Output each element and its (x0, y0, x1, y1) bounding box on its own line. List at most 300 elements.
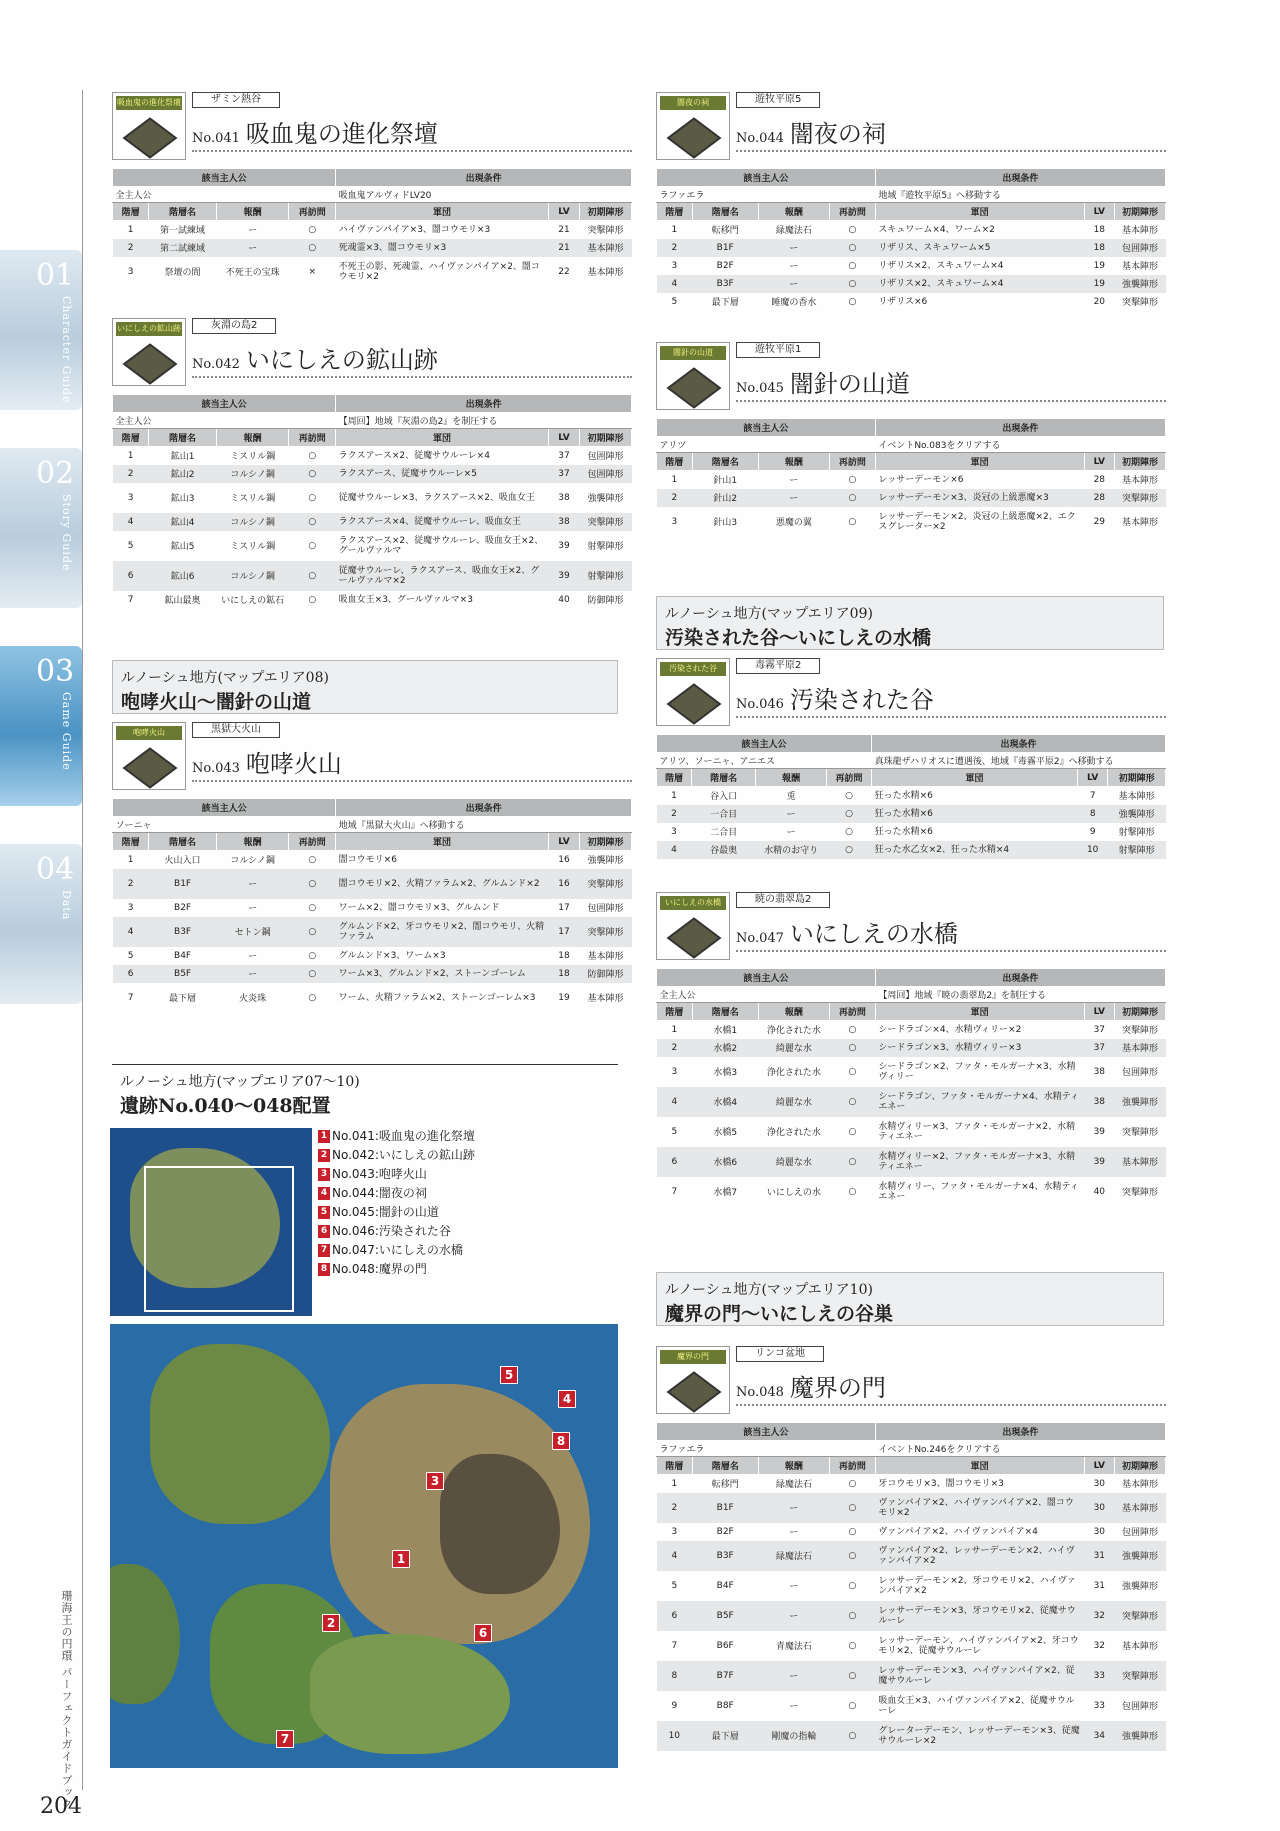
cell: 悪魔の翼 (775, 518, 812, 528)
title-rule (192, 150, 632, 152)
cell: 基本陣形 (1115, 1493, 1166, 1523)
floor-table-wrap (656, 168, 1166, 311)
cell: 最下層 (169, 994, 197, 1004)
cell: 闇コウモリ×2、火精ファラム×2、グルムンド×2 (336, 869, 549, 899)
condition-value: 地域『遊牧平原5』へ移動する (875, 187, 1165, 203)
party-value: ラファエラ (657, 1441, 876, 1457)
ruin-region: 灰淵の島2 (192, 318, 276, 334)
col-reward: 報酬 (758, 203, 829, 221)
col-army: 軍団 (872, 769, 1078, 787)
cell: ー (758, 239, 829, 257)
cell: 1 (671, 790, 677, 801)
cell: 鉱山最奥 (164, 596, 201, 606)
cell: 2 (657, 1493, 693, 1523)
cell: B2F (716, 1526, 734, 1537)
map-marker[interactable]: 5 (500, 1366, 518, 1384)
col-form: 初期陣形 (1115, 453, 1166, 471)
cell: 突撃陣形 (1122, 1188, 1159, 1198)
cell: ○ (848, 474, 857, 485)
cell: ○ (289, 239, 336, 257)
cell: B1F (692, 239, 758, 257)
col-army: 軍団 (875, 453, 1084, 471)
table-header (657, 735, 1166, 753)
table-row (657, 239, 1166, 257)
cell: 鉱山3 (170, 494, 195, 504)
cell: 30 (1084, 1493, 1115, 1523)
cell: ○ (289, 917, 336, 947)
floor-table (656, 734, 1166, 859)
ruin-thumbnail (656, 892, 730, 960)
cell: 綺麗な水 (758, 1087, 829, 1117)
col-reward: 報酬 (216, 203, 289, 221)
tab-data[interactable] (0, 844, 82, 1004)
cell: ○ (830, 1601, 876, 1631)
ruin-name: いにしえの鉱山跡 (245, 346, 438, 374)
table-row (113, 257, 632, 287)
table-row (657, 1661, 1166, 1691)
tab-number: 02 (36, 456, 75, 491)
cell: 30 (1093, 1478, 1106, 1489)
cell: B2F (716, 260, 734, 271)
col-floor: 階層 (657, 1457, 693, 1475)
cell: いにしえの水 (766, 1188, 821, 1198)
cell: ハイヴァンパイア×3、闇コウモリ×3 (338, 224, 491, 235)
cell: 基本陣形 (1122, 226, 1159, 237)
legend-item (318, 1222, 475, 1241)
floor-table (112, 394, 632, 609)
cell: ○ (830, 275, 876, 293)
cell: 緑魔法石 (758, 1541, 829, 1571)
col-lv: LV (1084, 453, 1115, 471)
floor-table (112, 798, 632, 1013)
table-row (113, 947, 632, 965)
table-row (113, 221, 632, 239)
cell: ー (758, 489, 829, 507)
cell: 31 (1084, 1541, 1115, 1571)
cell: 29 (1093, 516, 1106, 527)
cell: いにしえの鉱石 (221, 596, 285, 606)
book-title: 珊海王の円環 パーフェクトガイドブック (60, 1590, 73, 1811)
cell: ラクスアース×4、従魔サウルーレ、吸血女王 (336, 513, 549, 531)
table-row (113, 591, 632, 609)
cell: 34 (1084, 1721, 1115, 1751)
header-condition: 出現条件 (336, 169, 632, 187)
cell: 18 (548, 965, 579, 983)
map-marker[interactable]: 1 (392, 1550, 410, 1568)
legend-label: No.048:魔界の門 (332, 1262, 427, 1276)
ruin-name: 汚染された谷 (789, 686, 934, 714)
legend-marker: 5 (318, 1206, 330, 1219)
title-rule (192, 376, 632, 378)
legend-item (318, 1184, 475, 1203)
cell: 10 (657, 1721, 693, 1751)
ruin-name: いにしえの水橋 (789, 920, 958, 948)
condition-value: 【周回】地域『灰淵の島2』を制圧する (336, 413, 632, 429)
ruin-number: No.047 (736, 931, 784, 946)
cell: 19 (1084, 275, 1115, 293)
cell: ー (789, 476, 799, 487)
ruin-thumbnail (112, 722, 186, 790)
cell: 鉱山1 (170, 452, 195, 463)
col-reward: 報酬 (758, 453, 829, 471)
table-row (657, 1177, 1166, 1207)
ruin-region: 遊牧平原5 (736, 92, 820, 108)
cell: ○ (845, 790, 853, 801)
cell: 7 (127, 992, 134, 1003)
cell: 転移門 (711, 226, 739, 237)
cell: 浄化された水 (766, 1068, 821, 1078)
table-row (657, 1087, 1166, 1117)
cell: B4F (174, 950, 192, 961)
col-army: 軍団 (875, 1003, 1084, 1021)
cell: 水精ヴィリー×3、ファタ・モルガーナ×2、水精ティエネー (878, 1121, 1076, 1142)
cell: 剛魔の指輪 (758, 1721, 829, 1751)
col-floor: 階層 (657, 1003, 693, 1021)
header-condition: 出現条件 (875, 169, 1165, 187)
cell: ○ (830, 489, 876, 507)
cell: 包囲陣形 (1122, 1702, 1159, 1712)
cell: ワーム、火精ファラム×2、ストーンゴーレム×3 (338, 992, 536, 1003)
cell: 18 (1084, 239, 1115, 257)
cell: セトン鋼 (216, 917, 289, 947)
cell: 5 (127, 540, 134, 551)
cell: 16 (548, 869, 579, 899)
legend-marker: 7 (318, 1244, 330, 1257)
area-sub: ルノーシュ地方(マップエリア10) (665, 1282, 873, 1298)
cell: コルシノ鋼 (216, 465, 289, 483)
table-column-header (113, 203, 632, 221)
cell: 水橋5 (713, 1128, 738, 1138)
cell: 強襲陣形 (587, 856, 624, 867)
header-party: 該当主人公 (657, 1423, 876, 1441)
ruin-region: 遊牧平原1 (736, 342, 820, 358)
cell: 基本陣形 (1122, 518, 1159, 528)
table-row (113, 851, 632, 869)
cell: 突撃陣形 (1122, 1026, 1159, 1037)
legend-label: No.043:咆哮火山 (332, 1167, 427, 1181)
cell: 40 (558, 594, 570, 605)
cell: 基本陣形 (580, 239, 632, 257)
col-floor: 階層 (657, 769, 692, 787)
cell: 5 (127, 950, 134, 961)
ruin-thumbnail (656, 658, 730, 726)
cell: 第一試練域 (160, 226, 206, 237)
area-heading-09 (656, 596, 1164, 650)
cell: 谷最奥 (692, 841, 756, 859)
cell: ー (758, 1601, 829, 1631)
cell: コルシノ鋼 (216, 513, 289, 531)
table-row (657, 1523, 1166, 1541)
cell: 火山入口 (164, 856, 201, 867)
cell: リザリス×2、スキュワーム×4 (878, 260, 1004, 271)
cell: 37 (558, 450, 570, 461)
table-row (657, 1147, 1166, 1177)
table-row (657, 1117, 1166, 1147)
cell: 31 (1093, 1580, 1106, 1591)
cell: 基本陣形 (1115, 1147, 1166, 1177)
region-minimap (110, 1128, 312, 1316)
header-condition: 出現条件 (875, 969, 1165, 987)
cell: 不死王の宝珠 (225, 268, 280, 278)
ruin-number: No.045 (736, 381, 784, 396)
thumbnail-caption: 闇針の山道 (660, 346, 726, 360)
cell: リザリス×6 (878, 296, 928, 307)
map-marker[interactable]: 2 (322, 1614, 340, 1632)
legend-marker: 8 (318, 1263, 330, 1276)
cell: ワーム×3、グルムンド×2、ストーンゴーレム (336, 965, 549, 983)
cell: ○ (848, 224, 857, 235)
cell: 3 (671, 516, 678, 527)
table-row (113, 561, 632, 591)
ruin-region: 毒霧平原2 (736, 658, 820, 674)
col-lv: LV (1084, 203, 1115, 221)
table-row (657, 275, 1166, 293)
ruin-number: No.048 (736, 1385, 784, 1400)
cell: ○ (848, 1066, 857, 1077)
ruin-building-icon (667, 117, 722, 158)
thumbnail-caption: いにしえの鉱山跡 (116, 322, 182, 336)
cell: 水精ヴィリー、ファタ・モルガーナ×4、水精ティエネー (878, 1181, 1079, 1202)
header-party: 該当主人公 (113, 799, 336, 817)
map-marker[interactable]: 8 (552, 1432, 570, 1450)
title-rule (736, 400, 1166, 402)
table-info-row (113, 817, 632, 833)
area-heading-10 (656, 1272, 1164, 1326)
table-row (113, 965, 632, 983)
cell: ○ (308, 902, 317, 913)
col-floor: 階層 (113, 833, 149, 851)
cell: 鉱山6 (149, 561, 216, 591)
cell: 5 (671, 1580, 678, 1591)
cell: ミスリル鋼 (230, 494, 276, 504)
legend-label: No.045:闇針の山道 (332, 1205, 439, 1219)
cell: 37 (1093, 1024, 1106, 1035)
legend-label: No.044:闇夜の祠 (332, 1186, 427, 1200)
col-revisit: 再訪問 (830, 203, 876, 221)
cell: ○ (289, 965, 336, 983)
cell: 防御陣形 (580, 965, 632, 983)
table-info-row (657, 1441, 1166, 1457)
cell: ○ (848, 1526, 857, 1537)
condition-value: イベントNo.246をクリアする (875, 1441, 1165, 1457)
cell: 39 (1093, 1126, 1106, 1137)
area-heading-08 (112, 660, 618, 714)
cell: レッサーデーモン×2、炎冠の上級悪魔×2、エクスグレーター×2 (878, 511, 1076, 532)
cell: ○ (830, 1541, 876, 1571)
cell: ○ (848, 1700, 857, 1711)
cell: 突撃陣形 (1115, 1661, 1166, 1691)
cell: 39 (548, 561, 579, 591)
cell: B1F (692, 1493, 758, 1523)
cell: ○ (848, 1478, 857, 1489)
cell: ○ (308, 224, 317, 235)
cell: コルシノ鋼 (216, 561, 289, 591)
cell: ○ (289, 465, 336, 483)
tab-story-guide[interactable] (0, 448, 82, 608)
floor-table (112, 168, 632, 287)
col-lv: LV (548, 203, 579, 221)
map-marker[interactable]: 7 (276, 1730, 294, 1748)
table-row (657, 823, 1166, 841)
col-form: 初期陣形 (1108, 769, 1166, 787)
cell: 水精のお守り (756, 841, 827, 859)
table-row (113, 983, 632, 1013)
table-row (657, 1475, 1166, 1493)
cell: リザリス×2、スキュワーム×4 (875, 275, 1084, 293)
cell: 3 (671, 1066, 678, 1077)
cell: × (308, 266, 317, 277)
legend-item (318, 1203, 475, 1222)
cell: ○ (289, 869, 336, 899)
legend-marker: 4 (318, 1187, 330, 1200)
table-info-row (657, 437, 1166, 453)
col-fname: 階層名 (692, 1003, 758, 1021)
col-lv: LV (548, 833, 579, 851)
header-party: 該当主人公 (657, 419, 876, 437)
tab-game-guide[interactable] (0, 646, 82, 806)
cell: 2 (113, 869, 149, 899)
ruin-title (192, 114, 438, 149)
condition-value: 真珠龍ザハリオスに遭遇後、地域『毒霧平原2』へ移動する (872, 753, 1166, 769)
cell: ー (789, 1528, 799, 1538)
area-main: 魔界の門〜いにしえの谷巣 (665, 1303, 894, 1325)
cell: 包囲陣形 (580, 465, 632, 483)
cell: ミスリル鋼 (230, 542, 276, 552)
cell: 4 (657, 275, 693, 293)
cell: ○ (308, 594, 317, 605)
cell: ○ (848, 1186, 857, 1197)
table-row (113, 239, 632, 257)
cell: 2 (657, 805, 692, 823)
col-reward: 報酬 (216, 833, 289, 851)
cell: B3F (692, 1541, 758, 1571)
floor-table (656, 418, 1166, 537)
cell: 狂った水乙女×2、狂った水精×4 (872, 841, 1078, 859)
cell: 針山3 (713, 518, 738, 528)
cell: 21 (558, 224, 570, 235)
cell: 3 (127, 902, 134, 913)
table-info-row (657, 987, 1166, 1003)
condition-value: 吸血鬼アルヴィドLV20 (336, 187, 632, 203)
table-column-header (113, 833, 632, 851)
cell: ー (216, 869, 289, 899)
cell: B5F (692, 1601, 758, 1631)
cell: 防御陣形 (587, 596, 624, 606)
cell: 40 (1093, 1186, 1106, 1197)
map-heading (112, 1064, 618, 1120)
tab-label: Game Guide (60, 692, 73, 771)
title-rule (736, 950, 1166, 952)
cell: レッサーデーモン、ハイヴァンパイア×2、牙コウモリ×2、従魔サウルーレ (878, 1635, 1079, 1656)
cell: 基本陣形 (587, 994, 624, 1004)
cell: ー (248, 904, 258, 914)
thumbnail-caption: いにしえの水橋 (660, 896, 726, 910)
cell: 射撃陣形 (1108, 841, 1166, 859)
cell: 17 (558, 902, 570, 913)
cell: 基本陣形 (587, 268, 624, 278)
col-army: 軍団 (336, 429, 549, 447)
ruin-region: リンコ盆地 (736, 1346, 824, 1362)
map-marker[interactable]: 6 (474, 1624, 492, 1642)
ruin-region: ザミン熱谷 (192, 92, 280, 108)
cell: 10 (1078, 841, 1108, 859)
cell: ○ (826, 805, 871, 823)
table-row (657, 1571, 1166, 1601)
cell: ○ (830, 1721, 876, 1751)
cell: 緑魔法石 (775, 1480, 812, 1491)
cell: B3F (692, 275, 758, 293)
tab-character-guide[interactable] (0, 250, 82, 410)
cell: ヴァンパイア×2、ハイヴァンパイア×2、闇コウモリ×2 (875, 1493, 1084, 1523)
cell: ー (789, 262, 799, 272)
map-marker[interactable]: 3 (426, 1472, 444, 1490)
cell: 3 (671, 826, 677, 837)
cell: 浄化された水 (766, 1026, 821, 1037)
thumbnail-caption: 魔界の門 (660, 1350, 726, 1364)
ruin-title (736, 1368, 886, 1403)
cell: 基本陣形 (1122, 1480, 1159, 1491)
cell: 綺麗な水 (758, 1039, 829, 1057)
col-army: 軍団 (875, 203, 1084, 221)
cell: レッサーデーモン×3、牙コウモリ×2、従魔サウルーレ (875, 1601, 1084, 1631)
col-form: 初期陣形 (580, 203, 632, 221)
condition-value: 【周回】地域『暁の翡翠島2』を制圧する (875, 987, 1165, 1003)
cell: ○ (848, 1126, 857, 1137)
cell: ー (248, 952, 258, 962)
cell: ー (756, 805, 827, 823)
cell: B2F (174, 902, 192, 913)
cell: 2 (657, 1039, 693, 1057)
cell: 3 (671, 1526, 678, 1537)
cell: B5F (149, 965, 216, 983)
cell: 19 (1093, 260, 1106, 271)
title-rule (192, 780, 632, 782)
cell: 第二試練域 (149, 239, 216, 257)
cell: ○ (830, 1661, 876, 1691)
cell: ー (758, 275, 829, 293)
cell: 水精ヴィリー×2、ファタ・モルガーナ×3、水精ティエネー (875, 1147, 1084, 1177)
ruin-location-map (110, 1324, 618, 1768)
condition-value: 地域『黒獄大火山』へ移動する (336, 817, 632, 833)
ruin-building-icon (123, 117, 178, 158)
cell: レッサーデーモン×3、ハイヴァンパイア×2、従魔サウルーレ (875, 1661, 1084, 1691)
floor-table-wrap (112, 394, 632, 609)
cell: 8 (1078, 805, 1108, 823)
cell: 1 (671, 474, 678, 485)
legend-item (318, 1146, 475, 1165)
table-row (113, 465, 632, 483)
cell: 5 (671, 296, 678, 307)
cell: 6 (113, 965, 149, 983)
cell: 水橋7 (713, 1188, 738, 1198)
col-reward: 報酬 (756, 769, 827, 787)
cell: 強襲陣形 (1108, 805, 1166, 823)
col-army: 軍団 (336, 833, 549, 851)
ruin-number: No.041 (192, 131, 240, 146)
table-row (113, 899, 632, 917)
cell: ○ (830, 1039, 876, 1057)
table-column-header (657, 203, 1166, 221)
map-marker[interactable]: 4 (558, 1390, 576, 1408)
cell: リザリス、スキュワーム×5 (875, 239, 1084, 257)
cell: 2 (113, 465, 149, 483)
tab-number: 01 (36, 258, 75, 293)
cell: コルシノ鋼 (230, 856, 275, 867)
ruin-building-icon (667, 917, 722, 958)
cell: 1 (127, 224, 134, 235)
ruin-name: 咆哮火山 (245, 750, 342, 778)
cell: 強襲陣形 (587, 494, 624, 504)
